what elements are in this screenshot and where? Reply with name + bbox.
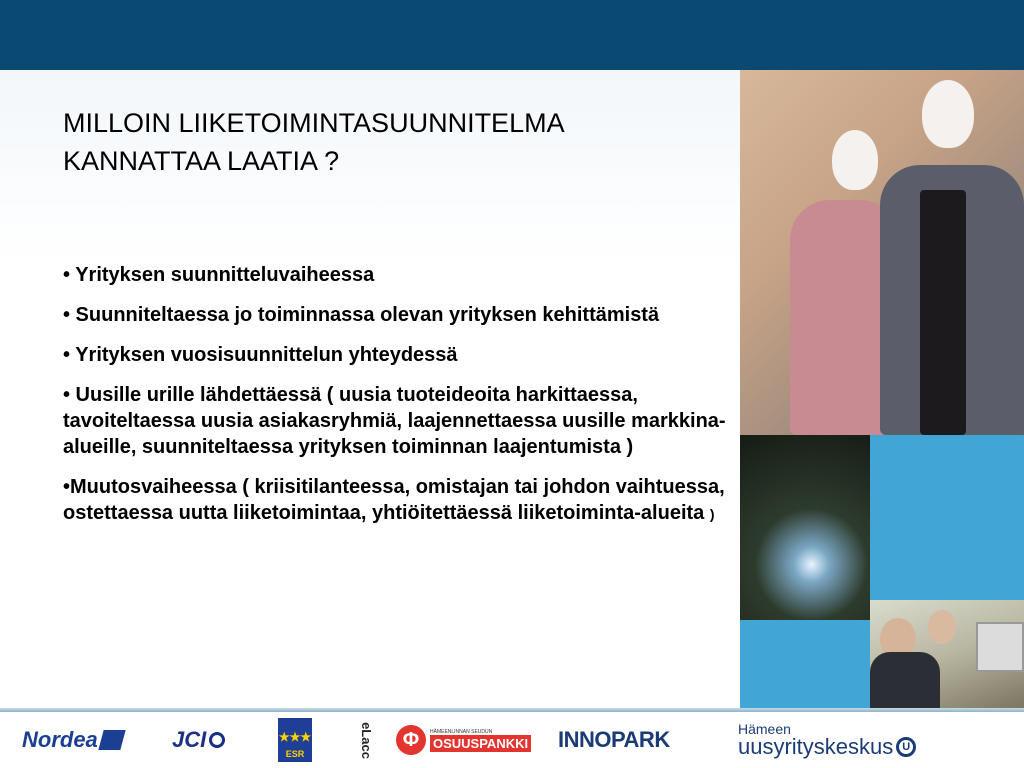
person-head [928,610,956,644]
slide-title [63,104,733,180]
jci-logo [172,712,225,768]
osuuspankki-logo-text: OSUUSPANKKI [430,735,531,752]
nordea-logo-text: Nordea [22,727,98,752]
innopark-logo [558,712,670,768]
bullet-list [63,262,728,541]
nordea-mark-icon [98,730,125,750]
bullet-item-suffix: ) [709,506,715,522]
elacc-logo-text: eLacc [358,721,374,759]
blue-panel [870,435,1024,600]
blue-panel [740,620,870,708]
mannequin-top-black [920,190,966,435]
bullet-item: • Yrityksen vuosisuunnittelun yhteydessä [63,344,458,366]
jci-globe-icon [209,732,225,748]
mannequin-head [922,80,974,148]
eu-stars-icon: ★★★ [278,730,312,744]
slide-title-line-1: MILLOIN LIIKETOIMINTASUUNNITELMA [63,108,565,138]
hameen-logo-top: Hämeen [738,721,791,737]
nordea-logo [22,712,123,768]
mannequin-head [832,130,878,190]
osuuspankki-subtitle: HÄMEENLINNAN SEUDUN [430,728,493,735]
elacc-logo [348,712,385,768]
hameen-u-icon: U [896,737,916,757]
bullet-item: • Suunniteltaessa jo toiminnassa olevan yrityksen kehittämistä [63,304,660,326]
bullet-item-last [63,474,728,527]
bullet-item: • Yrityksen suunnitteluvaiheessa [63,264,375,286]
innopark-logo-text: INNOPARK [558,727,670,752]
person-body [870,652,940,708]
esr-logo [278,712,312,768]
osuuspankki-logo [396,712,531,768]
header-bar [0,0,1024,70]
bullet-item-text: •Muutosvaiheessa ( kriisitilanteessa, omistajan tai johdon vaihtuessa, ostettaessa uutta liiketoimintaa, yhtiöitettäessä liiketoiminta-alueita [63,476,725,524]
bullet-item: • Uusille urille lähdettäessä ( uusia tuoteideoita harkittaessa, tavoiteltaessa uusia asiakasryhmiä, laajennettaessa uusille markkina-alueille, suunniteltaessa yrityksen toiminnan laajentumista ) [63,384,726,458]
hameen-uusyrityskeskus-logo [738,712,916,768]
fashion-photo [740,70,1024,435]
eu-flag-icon [278,718,312,762]
hameen-logo-main: uusyrityskeskus [738,734,894,759]
jci-logo-text: JCI [172,727,207,752]
slide-title-line-2: KANNATTAA LAATIA ? [63,146,340,176]
welding-photo [740,435,870,620]
office-photo [870,600,1024,708]
esr-logo-text: ESR [285,749,305,759]
osuuspankki-mark-icon: Φ [396,725,426,755]
monitor [976,622,1024,672]
